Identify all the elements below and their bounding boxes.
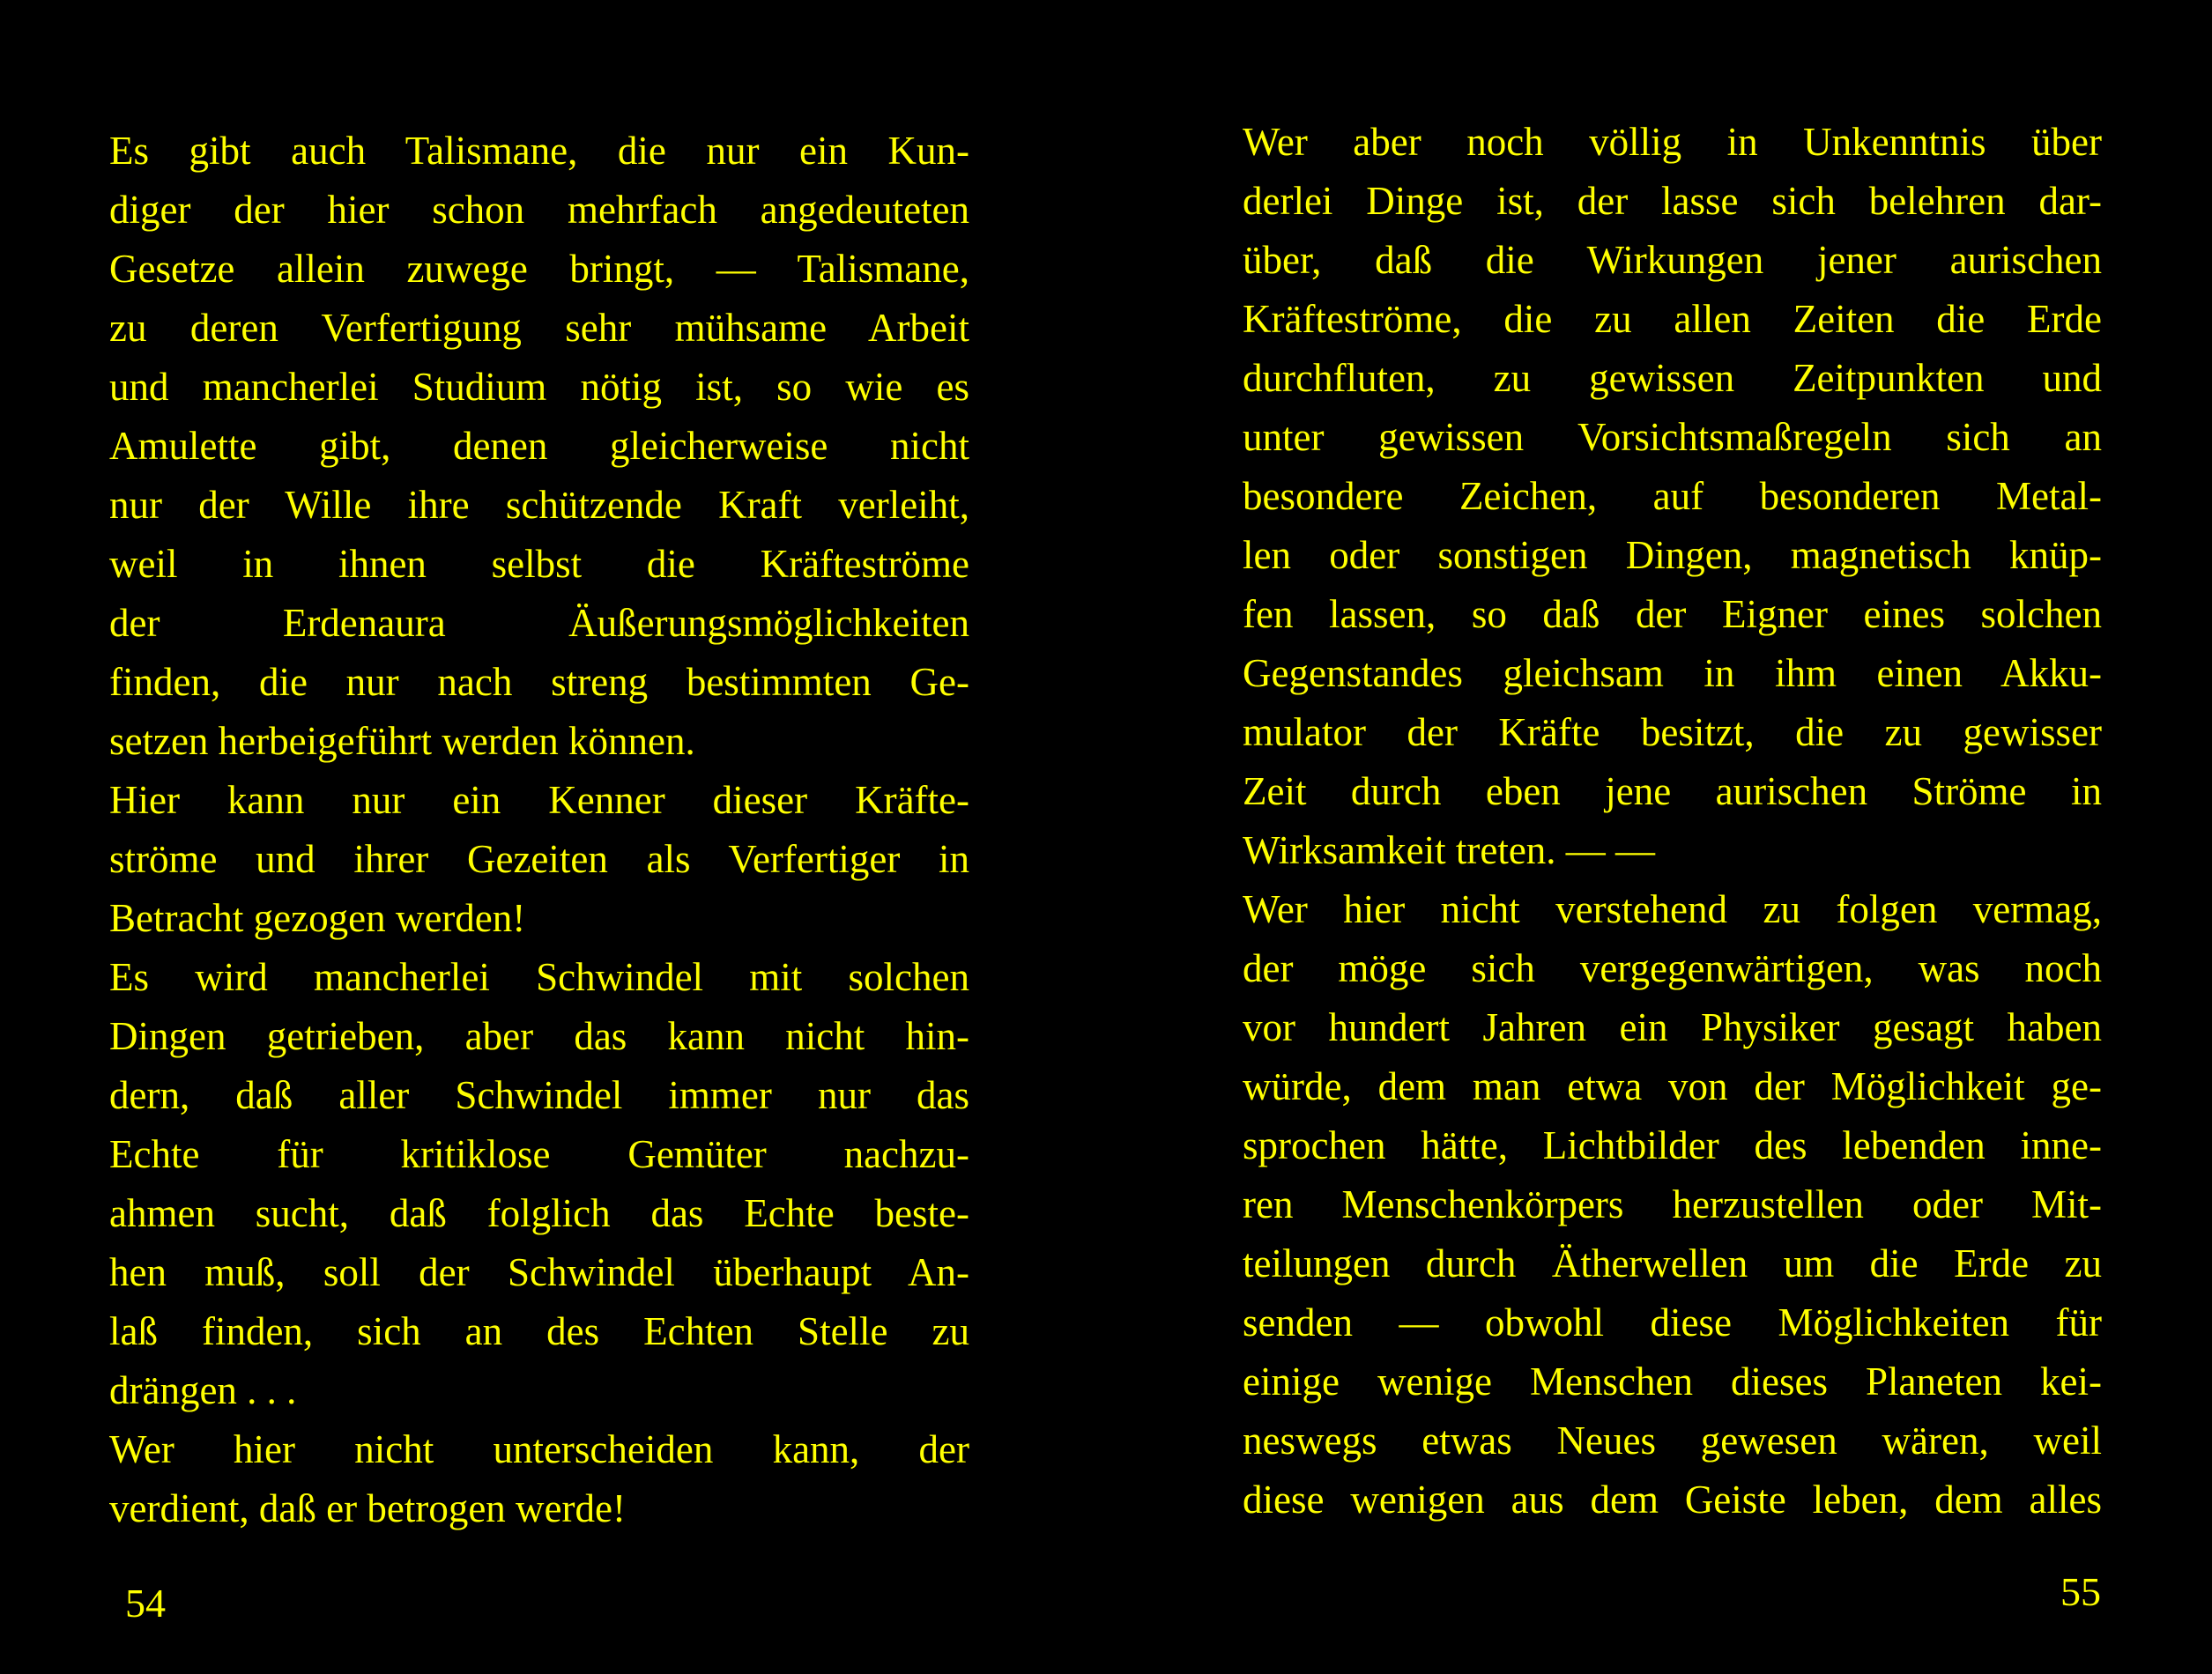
page-number-right: 55: [2060, 1569, 2101, 1614]
text-line: durchfluten, zu gewissen Zeitpunkten und: [1243, 356, 2102, 400]
text-line: Gesetze allein zuwege bringt, — Talismane,: [109, 247, 969, 291]
text-line: besondere Zeichen, auf besonderen Metal-: [1243, 474, 2102, 518]
text-line: fen lassen, so daß der Eigner eines solchen: [1243, 592, 2102, 636]
text-line: dern, daß aller Schwindel immer nur das: [109, 1073, 969, 1117]
text-line: len oder sonstigen Dingen, magnetisch knüp-: [1243, 533, 2102, 577]
right-page-text: [1243, 113, 2102, 1530]
text-line: Wer hier nicht unterscheiden kann, der: [109, 1427, 969, 1471]
text-line: würde, dem man etwa von der Möglichkeit ge-: [1243, 1064, 2102, 1108]
text-line: der Erdenaura Äußerungsmöglichkeiten: [109, 601, 969, 645]
text-line: vor hundert Jahren ein Physiker gesagt haben: [1243, 1005, 2102, 1049]
text-line: zu deren Verfertigung sehr mühsame Arbeit: [109, 306, 969, 350]
text-line: Zeit durch eben jene aurischen Ströme in: [1243, 769, 2102, 813]
text-line: senden — obwohl diese Möglichkeiten für: [1243, 1300, 2102, 1344]
text-line: Amulette gibt, denen gleicherweise nicht: [109, 424, 969, 468]
text-line: über, daß die Wirkungen jener aurischen: [1243, 238, 2102, 282]
text-line: verdient, daß er betrogen werde!: [109, 1486, 626, 1530]
text-line: Echte für kritiklose Gemüter nachzu-: [109, 1132, 969, 1176]
text-line: finden, die nur nach streng bestimmten Ge-: [109, 660, 969, 704]
text-line: drängen . . .: [109, 1368, 297, 1412]
text-line: Wer aber noch völlig in Unkenntnis über: [1243, 120, 2102, 164]
text-line: sprochen hätte, Lichtbilder des lebenden inne-: [1243, 1123, 2102, 1167]
text-line: mulator der Kräfte besitzt, die zu gewisser: [1243, 710, 2102, 754]
text-line: diger der hier schon mehrfach angedeuteten: [109, 188, 969, 232]
text-line: der möge sich vergegenwärtigen, was noch: [1243, 946, 2102, 990]
text-line: Es gibt auch Talismane, die nur ein Kun-: [109, 129, 969, 173]
text-line: Dingen getrieben, aber das kann nicht hin-: [109, 1014, 969, 1058]
text-line: unter gewissen Vorsichtsmaßregeln sich an: [1243, 415, 2102, 459]
left-page-text: [109, 122, 969, 1538]
text-line: Wer hier nicht verstehend zu folgen vermag,: [1243, 887, 2102, 931]
text-line: Gegenstandes gleichsam in ihm einen Akku-: [1243, 651, 2102, 695]
text-line: Es wird mancherlei Schwindel mit solchen: [109, 955, 969, 999]
text-line: und mancherlei Studium nötig ist, so wie es: [109, 365, 969, 409]
text-line: teilungen durch Ätherwellen um die Erde zu: [1243, 1241, 2102, 1285]
text-line: ren Menschenkörpers herzustellen oder Mit-: [1243, 1182, 2102, 1226]
text-line: neswegs etwas Neues gewesen wären, weil: [1243, 1418, 2102, 1463]
text-line: laß finden, sich an des Echten Stelle zu: [109, 1309, 969, 1353]
text-line: ströme und ihrer Gezeiten als Verfertiger in: [109, 837, 969, 881]
text-line: einige wenige Menschen dieses Planeten kei-: [1243, 1359, 2102, 1404]
text-line: hen muß, soll der Schwindel überhaupt An-: [109, 1250, 969, 1294]
text-line: ahmen sucht, daß folglich das Echte beste-: [109, 1191, 969, 1235]
text-line: Betracht gezogen werden!: [109, 896, 526, 940]
text-line: Hier kann nur ein Kenner dieser Kräfte-: [109, 778, 969, 822]
text-line: Wirksamkeit treten. — —: [1243, 828, 1656, 872]
text-line: Kräfteströme, die zu allen Zeiten die Erde: [1243, 297, 2102, 341]
text-line: nur der Wille ihre schützende Kraft verleiht,: [109, 483, 969, 527]
text-line: diese wenigen aus dem Geiste leben, dem alles: [1243, 1478, 2102, 1522]
text-line: derlei Dinge ist, der lasse sich belehren dar-: [1243, 179, 2102, 223]
text-line: weil in ihnen selbst die Kräfteströme: [109, 542, 969, 586]
page-number-left: 54: [125, 1581, 166, 1626]
text-line: setzen herbeigeführt werden können.: [109, 719, 695, 763]
